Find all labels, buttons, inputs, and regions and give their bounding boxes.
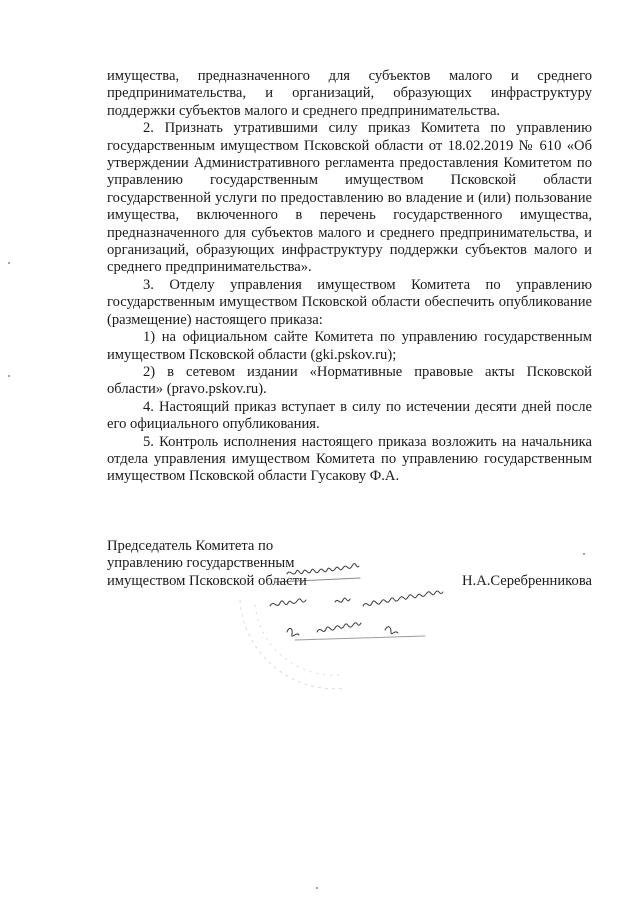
faint-seal-icon bbox=[240, 600, 345, 689]
signatory-position-line-1: Председатель Комитета по bbox=[107, 538, 274, 554]
paragraph-continuation: имущества, предназначенного для субъектов малого и среднего предпринимательства, и организаций, образующих инфраструктуру поддержки субъектов малого и среднего предпринимательства. bbox=[107, 68, 592, 119]
paragraph-item-5: 5. Контроль исполнения настоящего приказа возложить на начальника отдела управления имуществом Комитета по управлению государственным имуществом Псковской области Гусакову Ф.А. bbox=[107, 433, 592, 485]
handwritten-certification-mark bbox=[235, 560, 495, 710]
signatory-position-line-2: управлению государственным bbox=[107, 555, 295, 572]
scan-speck bbox=[316, 887, 318, 889]
scan-speck bbox=[583, 553, 585, 555]
paragraph-item-2: 2. Признать утратившими силу приказ Комитета по управлению государственным имуществом Псковской области от 18.02.2019 № 610 «Об утверждении Административного регламента предоставления Комитетом по управлению государственным имуществом Псковской области государственной услуги по предоставлению во владение и (или) пользование имущества, включенного в перечень государственного имущества, предназначенного для субъектов малого и среднего предпринимательства, и организаций, образующих инфраструктуру поддержки субъектов малого и среднего предпринимательства». bbox=[107, 120, 592, 276]
paragraph-subitem-2: 2) в сетевом издании «Нормативные правовые акты Псковской области» (pravo.pskov.ru). bbox=[107, 363, 592, 398]
paragraph-subitem-1: 1) на официальном сайте Комитета по управлению государственным имуществом Псковской области (gki.pskov.ru); bbox=[107, 329, 592, 363]
signatory-name: Н.А.Серебренникова bbox=[462, 572, 592, 589]
handwriting-strokes bbox=[270, 564, 443, 640]
paragraph-item-3: 3. Отделу управления имуществом Комитета по управлению государственным имуществом Псковской области обеспечить опубликование (размещение) настоящего приказа: bbox=[107, 276, 592, 328]
scan-speck bbox=[8, 375, 10, 377]
scan-speck bbox=[8, 262, 10, 264]
document-body bbox=[107, 68, 592, 486]
paragraph-item-4: 4. Настоящий приказ вступает в силу по истечении десяти дней после его официального опубликования. bbox=[107, 398, 592, 433]
signatory-position-line-3: имуществом Псковской области bbox=[107, 572, 307, 589]
